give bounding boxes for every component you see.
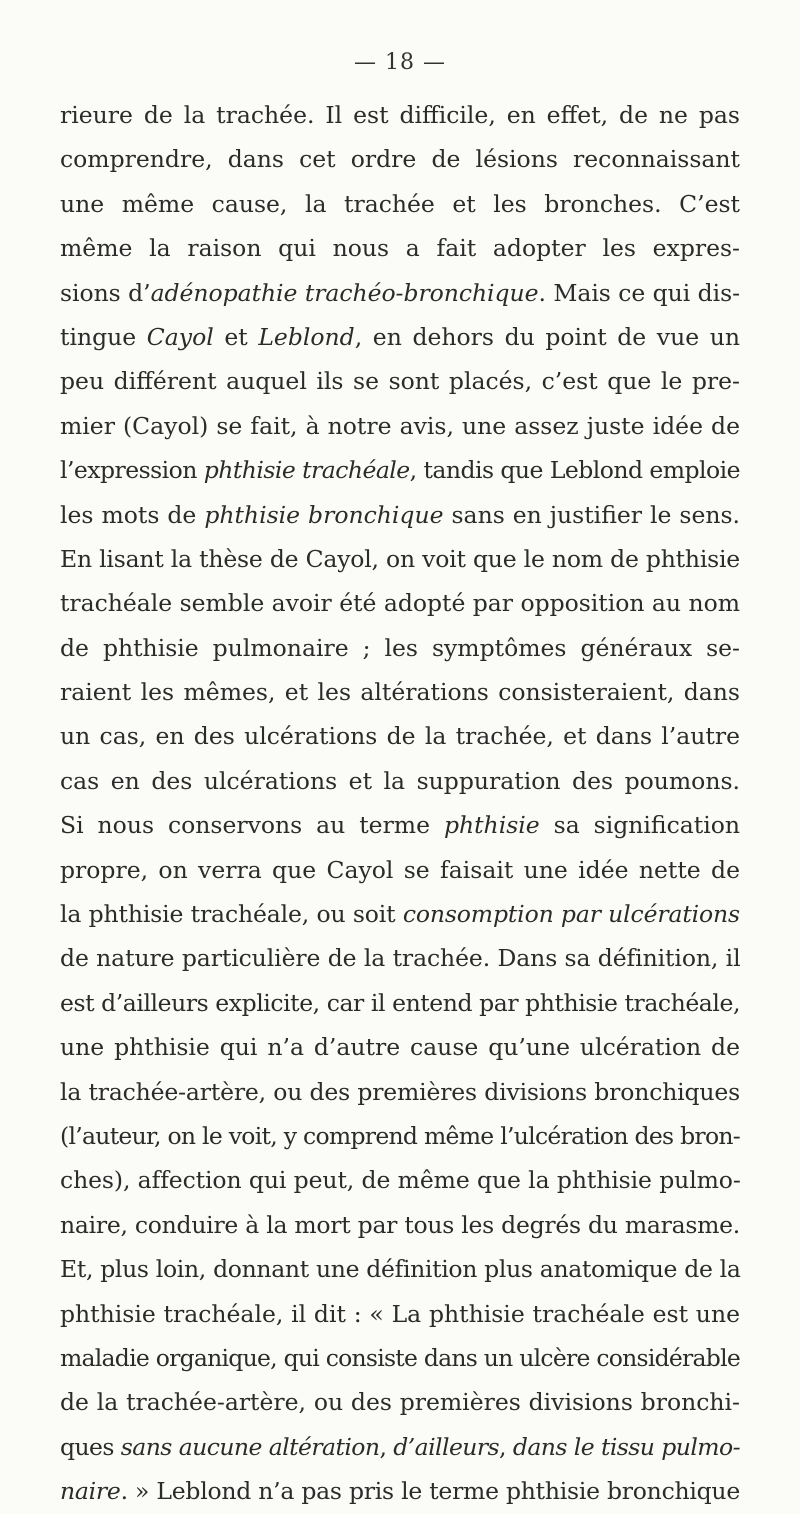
text-segment: d’: [128, 278, 151, 307]
text-line: [60, 670, 740, 714]
italic-text: sans aucune altération: [120, 1432, 380, 1461]
text-line: [60, 359, 740, 403]
text-line: [60, 892, 740, 936]
text-segment: comprendre, dans cet ordre de lésions reconnaissant: [60, 145, 740, 174]
text-segment: propre, on verra que Cayol se faisait une idée nette de: [60, 855, 740, 884]
text-line: [60, 315, 740, 359]
text-line: [60, 714, 740, 758]
text-segment: phthisie trachéale, il dit : « La phthisie trachéale est une: [60, 1299, 740, 1328]
text-line: [60, 1247, 740, 1291]
text-line: [60, 1469, 740, 1513]
text-line: [60, 981, 740, 1025]
text-segment: . » Leblond n’a pas pris le terme phthisie bronchique: [120, 1477, 740, 1506]
text-segment: raient les mêmes, et les altérations consisteraient, dans: [60, 678, 740, 707]
text-segment: est d’ailleurs explicite, car il entend par phthisie trachéale,: [60, 988, 740, 1017]
italic-text: phthisie bronchique: [204, 500, 444, 529]
text-segment: la phthisie trachéale, ou soit: [60, 900, 403, 929]
italic-text: phthisie: [443, 811, 540, 840]
text-line: [60, 1425, 740, 1469]
text-line: [60, 1336, 740, 1380]
text-segment: sa signification: [539, 811, 740, 840]
text-segment: trachéale semble avoir été adopté par opposition au nom: [60, 589, 740, 618]
text-segment: rieure de la trachée. Il est difficile, en effet, de ne pas: [60, 101, 740, 129]
text-line: [60, 1292, 740, 1336]
body-text: [60, 93, 740, 1514]
text-line: [60, 182, 740, 226]
text-segment: ques: [60, 1432, 121, 1461]
text-segment: , en dehors du point de vue un: [354, 322, 741, 351]
text-line: [60, 226, 740, 270]
text-segment: une même cause, la trachée et les bronches. C’est: [60, 189, 740, 218]
text-line: [60, 93, 740, 137]
text-segment: sans en justifier le sens.: [443, 500, 741, 529]
text-line: [60, 493, 740, 537]
text-segment: et: [213, 322, 259, 351]
text-segment: un cas, en des ulcérations de la trachée, et dans l’autre: [60, 722, 740, 751]
text-segment: la trachée-artère, ou des premières divisions bronchiques: [60, 1077, 740, 1106]
text-line: [60, 1158, 740, 1202]
text-segment: (l’auteur, on le voit, y comprend même l’ulcération des bron-: [60, 1121, 740, 1150]
text-segment: ches), affection qui peut, de même que la phthisie pulmo-: [60, 1166, 741, 1195]
text-segment: maladie organique, qui consiste dans un ulcère considérable: [60, 1343, 740, 1372]
text-line: [60, 404, 740, 448]
text-segment: les mots de: [60, 500, 205, 529]
text-segment: tingue: [60, 322, 147, 351]
text-line: [60, 581, 740, 625]
text-line: [60, 1114, 740, 1158]
text-line: [60, 448, 740, 492]
text-segment: , tandis que Leblond emploie: [409, 456, 740, 485]
text-line: [60, 1380, 740, 1424]
text-line: [60, 1070, 740, 1114]
italic-text: phthisie trachéale: [203, 456, 410, 485]
text-segment: Et, plus loin, donnant une définition plus anatomique de la: [60, 1255, 741, 1284]
italic-text: Cayol: [146, 322, 214, 351]
italic-text: d’ailleurs: [393, 1432, 500, 1461]
italic-text: consomption par ulcérations: [402, 900, 740, 929]
text-segment: une phthisie qui n’a d’autre cause qu’une ulcération de: [60, 1033, 740, 1062]
text-line: [60, 1025, 740, 1069]
italic-text: adénopathie trachéo-bronchique: [150, 278, 539, 307]
text-line: [60, 271, 740, 315]
text-line: [60, 537, 740, 581]
text-segment: cas en des ulcérations et la suppuration des poumons.: [60, 766, 740, 795]
italic-text: dans le tissu pulmo-: [512, 1432, 740, 1461]
italic-text: naire: [60, 1477, 121, 1506]
text-segment: . Mais ce qui dis-: [538, 278, 741, 307]
text-line: [60, 1203, 740, 1247]
text-segment: naire, conduire à la mort par tous les degrés du marasme.: [60, 1210, 740, 1239]
text-segment: l’expression: [60, 456, 204, 485]
text-segment: de la trachée-artère, ou des premières divisions bronchi-: [60, 1388, 740, 1417]
text-segment: ,: [379, 1432, 394, 1461]
text-segment: même la raison qui nous a fait adopter les expres-: [60, 234, 740, 263]
text-segment: de phthisie pulmonaire ; les symptômes généraux se-: [60, 633, 740, 662]
text-line: [60, 803, 740, 847]
text-line: [60, 936, 740, 980]
page-number: — 18 —: [354, 50, 446, 75]
text-segment: Si nous conservons au terme: [60, 811, 444, 840]
text-line: [60, 759, 740, 803]
text-line: [60, 137, 740, 181]
italic-text: Leblond: [258, 322, 355, 351]
text-segment: mier (Cayol) se fait, à notre avis, une assez juste idée de: [60, 411, 740, 440]
text-segment: En lisant la thèse de Cayol, on voit que le nom de phthisie: [60, 544, 740, 573]
text-line: [60, 848, 740, 892]
text-segment: sions: [60, 278, 129, 307]
text-segment: ,: [499, 1432, 513, 1461]
text-segment: de nature particulière de la trachée. Dans sa définition, il: [60, 944, 741, 973]
text-segment: peu différent auquel ils se sont placés, c’est que le pre-: [60, 367, 740, 396]
text-line: [60, 626, 740, 670]
